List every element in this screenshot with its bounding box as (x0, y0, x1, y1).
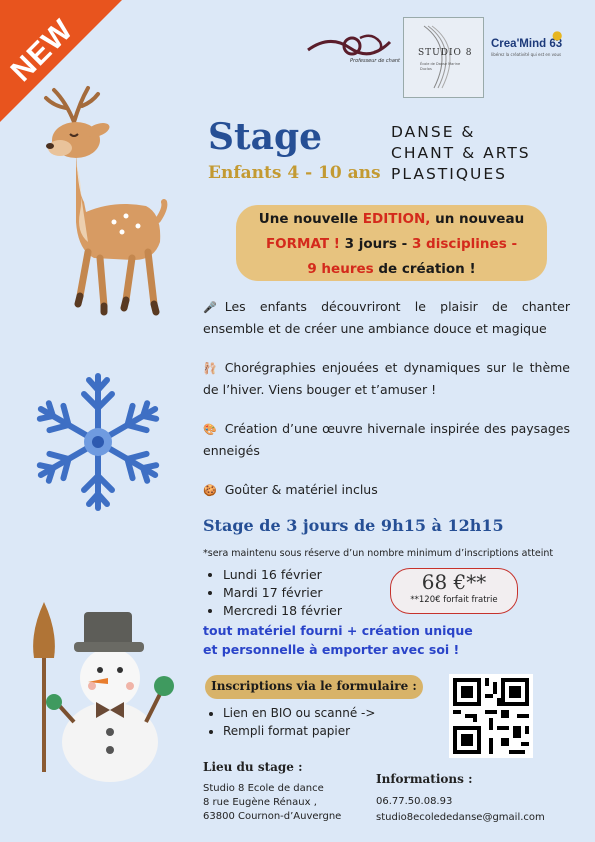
new-badge-text: NEW (4, 13, 80, 89)
logo-chant (300, 28, 401, 72)
logo-studio8 (403, 17, 484, 98)
schedule-note: *sera maintenu sous réserve d’un nombre minimum d’inscriptions atteint (203, 548, 554, 559)
feature-art: 🎨 Création d’une œuvre hivernale inspirée des paysages enneigés (203, 421, 570, 458)
feature-snack: 🍪 Goûter & matériel inclus (203, 479, 570, 501)
logo-studio8-name: STUDIO 8 (418, 48, 473, 58)
snowflake-illustration (28, 362, 168, 522)
email-link[interactable]: studio8ecolededanse@gmail.com (376, 812, 545, 823)
location-title: Lieu du stage : (203, 760, 303, 774)
microphone-icon: 🎤 (203, 301, 217, 314)
lightbulb-icon: ● (552, 28, 563, 42)
logo-creamind-sub: libérez la créativité qui est en vous (491, 52, 562, 57)
cookie-icon: 🍪 (203, 484, 217, 497)
logo-creamind-name: Crea'Mind 63 (491, 38, 563, 50)
page-title: Stage (208, 116, 323, 158)
logo-creamind (491, 28, 583, 68)
price-note: **120€ forfait fratrie (410, 595, 498, 605)
deer-illustration (14, 82, 169, 317)
list-item: • Rempli format papier (223, 722, 375, 740)
list-item: • Mardi 17 février (223, 584, 342, 602)
price: 68 €** (421, 570, 487, 594)
feature-singing: 🎤 Les enfants découvriront le plaisir de chanter ensemble et de créer une ambiance douce et magique (203, 299, 570, 336)
registration-list (203, 704, 375, 740)
qr-code[interactable] (449, 674, 533, 758)
palette-icon: 🎨 (203, 423, 217, 436)
disciplines (391, 122, 531, 185)
discipline-line: PLASTIQUES (391, 165, 507, 183)
logo-chant-caption: Professeur de chant (350, 58, 401, 64)
supplies-note: tout matériel fourni + création unique et personnelle à emporter avec soi ! (203, 623, 473, 657)
schedule-title: Stage de 3 jours de 9h15 à 12h15 (203, 516, 504, 535)
feature-dance: 🩰 Chorégraphies enjouées et dynamiques sur le thème de l’hiver. Viens bouger et t’amuser ! (203, 360, 570, 397)
list-item: • Mercredi 18 février (223, 602, 342, 620)
contact-title: Informations : (376, 772, 473, 786)
phone-number[interactable]: 06.77.50.08.93 (376, 796, 453, 807)
contact-details (376, 794, 545, 826)
list-item: • Lien en BIO ou scanné -> (223, 704, 375, 722)
location-address: Studio 8 Ecole de dance 8 rue Eugène Rénaux , 63800 Cournon-d’Auvergne (203, 783, 342, 822)
registration-title: Inscriptions via le formulaire : (211, 679, 417, 693)
snowman-illustration (26, 602, 176, 787)
logo-studio8-sub: École de Danse Marine Duclos (420, 62, 461, 71)
list-item: • Lundi 16 février (223, 566, 342, 584)
age-range: Enfants 4 - 10 ans (208, 163, 381, 183)
discipline-line: DANSE & (391, 123, 476, 141)
discipline-line: CHANT & ARTS (391, 144, 531, 162)
ballet-shoes-icon: 🩰 (203, 362, 217, 375)
days-list (203, 566, 342, 620)
promo-text: Une nouvelle EDITION, un nouveau FORMAT ! 3 jours - 3 disciplines - 9 heures de création ! (258, 211, 525, 277)
